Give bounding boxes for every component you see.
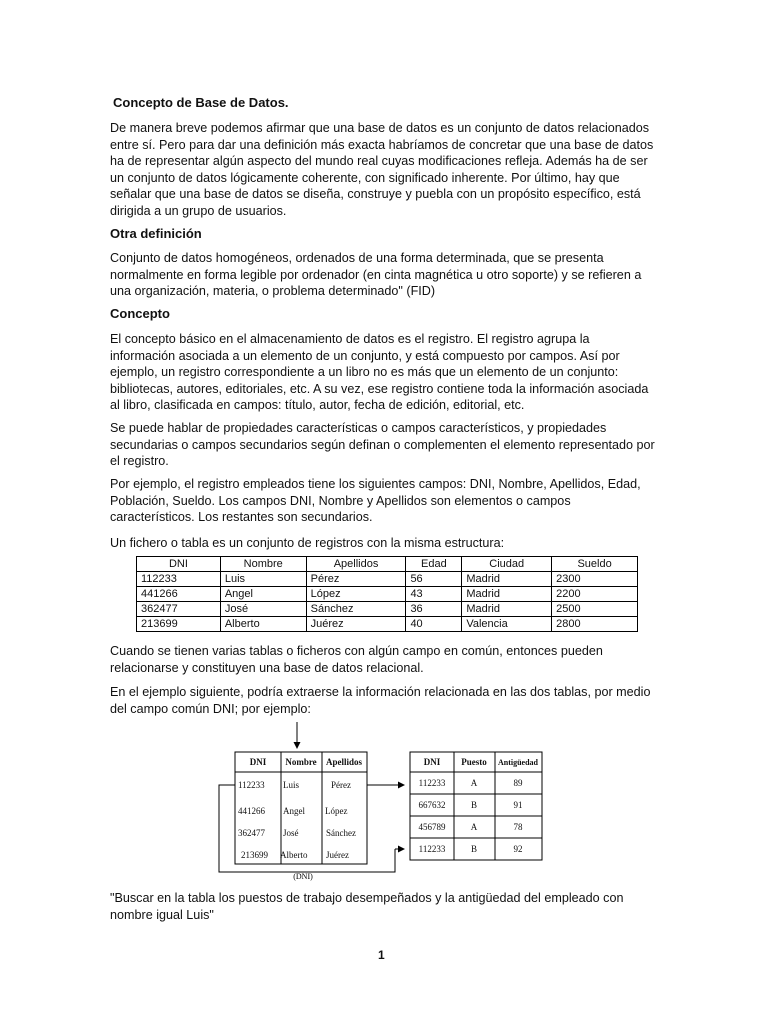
left-cell: 112233 bbox=[238, 780, 265, 790]
left-header-dni: DNI bbox=[249, 757, 267, 767]
table-cell: Pérez bbox=[306, 572, 406, 587]
table-cell: Valencia bbox=[462, 617, 552, 632]
otra-definicion-heading: Otra definición bbox=[110, 226, 202, 241]
column-header: DNI bbox=[137, 557, 221, 572]
column-header: Sueldo bbox=[552, 557, 638, 572]
column-header: Apellidos bbox=[306, 557, 406, 572]
table-cell: 213699 bbox=[137, 617, 221, 632]
table-cell: Sánchez bbox=[306, 602, 406, 617]
table-cell: 56 bbox=[406, 572, 462, 587]
right-cell: 456789 bbox=[418, 822, 446, 832]
right-header-antiguedad: Antigüedad bbox=[497, 758, 539, 767]
query-paragraph: "Buscar en la tabla los puestos de trabajo desempeñados y la antigüedad del empleado con nombre igual Luis" bbox=[110, 891, 624, 922]
table-intro: Un fichero o tabla es un conjunto de registros con la misma estructura: bbox=[110, 536, 505, 550]
left-header-nombre: Nombre bbox=[285, 757, 317, 767]
table-row bbox=[137, 602, 638, 617]
right-cell: B bbox=[470, 844, 478, 854]
concepto-heading: Concepto bbox=[110, 306, 170, 321]
table-cell: 36 bbox=[406, 602, 462, 617]
right-header-puesto: Puesto bbox=[461, 757, 487, 767]
dni-label: (DNI) bbox=[293, 872, 313, 881]
page-title: Concepto de Base de Datos. bbox=[113, 95, 289, 110]
table-row bbox=[137, 587, 638, 602]
table-cell: José bbox=[220, 602, 306, 617]
table-cell: 40 bbox=[406, 617, 462, 632]
column-header: Ciudad bbox=[462, 557, 552, 572]
right-cell: 112233 bbox=[418, 778, 446, 788]
table-cell: Juérez bbox=[306, 617, 406, 632]
table-cell: Madrid bbox=[462, 587, 552, 602]
left-header-apellidos: Apellidos bbox=[325, 757, 363, 767]
concepto-paragraph-2: Se puede hablar de propiedades características o campos característicos, y propiedades secundarias o campos secundarios según definan o complementen el elemento representado por el registro. bbox=[110, 421, 655, 469]
right-header-dni: DNI bbox=[423, 757, 441, 767]
concepto-paragraph-1: El concepto básico en el almacenamiento de datos es el registro. El registro agrupa la información asociada a un elemento de un conjunto, y está compuesto por campos. Así por ejemplo, un registro correspondiente a un libro no es más que un elemento de un conjunto: bibliotecas, autores, editoriales, etc. A su vez, ese registro contiene toda la información asociada al libro, clasificada en campos: título, autor, fecha de edición, editorial, etc. bbox=[110, 332, 649, 413]
right-cell: 92 bbox=[513, 844, 523, 854]
table-cell: Alberto bbox=[220, 617, 306, 632]
otra-definicion-paragraph: Conjunto de datos homogéneos, ordenados de una forma determinada, que se presenta normalmente en forma legible por ordenador (en cinta magnética u otro soporte) y se refieren a una organización, materia, o problema determinado" (FID) bbox=[110, 251, 642, 299]
table-cell: 2200 bbox=[552, 587, 638, 602]
right-cell: 112233 bbox=[418, 844, 446, 854]
right-cell: 89 bbox=[513, 778, 523, 788]
right-cell: A bbox=[470, 822, 478, 832]
left-cell: Angel bbox=[283, 806, 305, 816]
left-cell: Sánchez bbox=[326, 828, 356, 838]
left-cell: Alberto bbox=[280, 850, 308, 860]
left-cell: José bbox=[283, 828, 299, 838]
table-cell: 43 bbox=[406, 587, 462, 602]
page-number: 1 bbox=[378, 948, 385, 962]
left-cell: 213699 bbox=[241, 850, 268, 860]
empleados-table bbox=[136, 556, 638, 632]
table-cell: 2500 bbox=[552, 602, 638, 617]
right-cell: 78 bbox=[513, 822, 523, 832]
left-cell: 441266 bbox=[238, 806, 265, 816]
table-cell: Madrid bbox=[462, 572, 552, 587]
example-paragraph: En el ejemplo siguiente, podría extraerse la información relacionada en las dos tablas, por medio del campo común DNI; por ejemplo: bbox=[110, 685, 651, 716]
table-header-row bbox=[137, 557, 638, 572]
right-cell: 667632 bbox=[418, 800, 446, 810]
column-header: Edad bbox=[406, 557, 462, 572]
left-cell: Pérez bbox=[331, 780, 351, 790]
left-cell: Juérez bbox=[326, 850, 349, 860]
table-cell: Angel bbox=[220, 587, 306, 602]
left-cell: López bbox=[325, 806, 348, 816]
right-cell: 91 bbox=[513, 800, 523, 810]
table-cell: López bbox=[306, 587, 406, 602]
relational-paragraph: Cuando se tienen varias tablas o ficheros con algún campo en común, entonces pueden relacionarse y constituyen una base de datos relacional. bbox=[110, 644, 603, 675]
intro-paragraph: De manera breve podemos afirmar que una base de datos es un conjunto de datos relacionados entre sí. Pero para dar una definición más exacta habríamos de concretar que una base de datos ha de representar algún aspecto del mundo real cuyas modificaciones refleja. Además ha de ser un conjunto de datos lógicamente coherente, con significado inherente. Por último, hay que señalar que una base de datos se diseña, construye y puebla con un propósito específico, está dirigida a un grupo de usuarios. bbox=[110, 121, 654, 218]
table-cell: 2300 bbox=[552, 572, 638, 587]
table-row bbox=[137, 572, 638, 587]
right-cell: B bbox=[470, 800, 478, 810]
table-cell: 441266 bbox=[137, 587, 221, 602]
table-row bbox=[137, 617, 638, 632]
column-header: Nombre bbox=[220, 557, 306, 572]
concepto-paragraph-3: Por ejemplo, el registro empleados tiene los siguientes campos: DNI, Nombre, Apellidos, Edad, Población, Sueldo. Los campos DNI, Nombre y Apellidos son elementos o campos característicos. Los restantes son secundarios. bbox=[110, 477, 641, 525]
table-cell: Madrid bbox=[462, 602, 552, 617]
table-cell: 2800 bbox=[552, 617, 638, 632]
table-cell: Luis bbox=[220, 572, 306, 587]
table-cell: 362477 bbox=[137, 602, 221, 617]
left-cell: 362477 bbox=[238, 828, 265, 838]
left-cell: Luis bbox=[283, 780, 300, 790]
table-cell: 112233 bbox=[137, 572, 221, 587]
relation-diagram bbox=[205, 722, 550, 882]
right-cell: A bbox=[470, 778, 478, 788]
